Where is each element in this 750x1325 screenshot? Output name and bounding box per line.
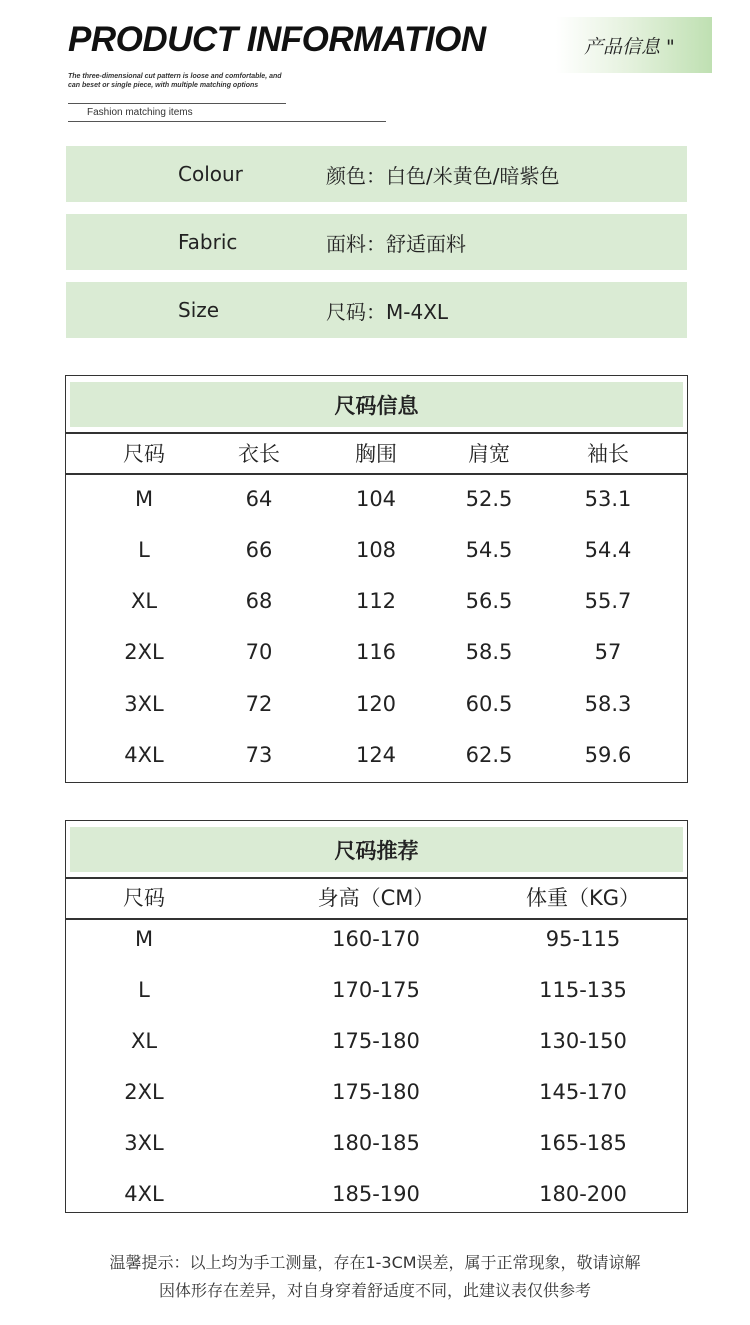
table-cell: 120 <box>355 692 397 716</box>
table-header-row <box>66 433 687 473</box>
table-row <box>66 735 687 775</box>
table-row <box>66 632 687 672</box>
table-title: 尺码推荐 <box>70 827 683 872</box>
table-cell: 62.5 <box>465 743 513 767</box>
info-value: 颜色：白色/米黄色/暗紫色 <box>326 163 560 188</box>
table-cell: XL <box>130 1029 158 1053</box>
table-cell: 55.7 <box>584 589 632 613</box>
table-cell: 4XL <box>124 743 164 767</box>
header-cell: 袖长 <box>587 442 629 466</box>
table-header-row <box>66 877 687 917</box>
table-cell: 115-135 <box>539 978 627 1002</box>
header-subtitle: Fashion matching items <box>87 107 193 118</box>
table-cell: XL <box>130 589 158 613</box>
table-row <box>66 684 687 724</box>
header-cell: 身高（CM） <box>317 886 435 910</box>
info-label: Fabric <box>178 230 238 254</box>
section-badge <box>556 17 712 73</box>
table-cell: 64 <box>245 487 273 511</box>
note-line-2: 因体形存在差异，对自身穿着舒适度不同，此建议表仅供参考 <box>158 1281 591 1300</box>
header-cell: 体重（KG） <box>525 886 641 910</box>
info-bar-fabric <box>66 214 687 270</box>
table-row <box>66 919 687 959</box>
table-cell: 72 <box>245 692 273 716</box>
table-cell: 185-190 <box>332 1182 420 1206</box>
table-cell: 57 <box>594 640 622 664</box>
badge-label: 产品信息 " <box>584 35 675 58</box>
table-row <box>66 1072 687 1112</box>
table-cell: 124 <box>355 743 397 767</box>
table-cell: 175-180 <box>332 1080 420 1104</box>
table-cell: 73 <box>245 743 273 767</box>
header-cell: 胸围 <box>355 442 397 466</box>
table-cell: 104 <box>355 487 397 511</box>
size-info-table <box>65 375 688 783</box>
table-cell: 59.6 <box>584 743 632 767</box>
table-cell: 70 <box>245 640 273 664</box>
table-cell: M <box>134 487 154 511</box>
table-cell: 56.5 <box>465 589 513 613</box>
table-divider <box>66 473 687 475</box>
table-row <box>66 1123 687 1163</box>
table-cell: 60.5 <box>465 692 513 716</box>
table-cell: L <box>138 978 150 1002</box>
table-row <box>66 1174 687 1214</box>
table-cell: 116 <box>355 640 397 664</box>
table-cell: 2XL <box>124 1080 164 1104</box>
table-cell: L <box>138 538 150 562</box>
page-title: PRODUCT INFORMATION <box>68 20 486 59</box>
table-cell: 108 <box>355 538 397 562</box>
info-bar-size <box>66 282 687 338</box>
table-cell: M <box>134 927 154 951</box>
table-row <box>66 479 687 519</box>
table-cell: 2XL <box>124 640 164 664</box>
header-cell: 肩宽 <box>468 442 510 466</box>
table-cell: 66 <box>245 538 273 562</box>
table-cell: 58.3 <box>584 692 632 716</box>
table-cell: 160-170 <box>332 927 420 951</box>
table-cell: 95-115 <box>545 927 621 951</box>
info-label: Size <box>178 298 220 322</box>
table-row <box>66 970 687 1010</box>
table-cell: 170-175 <box>332 978 420 1002</box>
info-bar-colour <box>66 146 687 202</box>
table-cell: 130-150 <box>539 1029 627 1053</box>
info-value: 尺码：M-4XL <box>326 299 449 324</box>
info-value: 面料：舒适面料 <box>326 231 466 256</box>
note-line-1: 温馨提示：以上均为手工测量，存在1-3CM误差，属于正常现象，敬请谅解 <box>109 1253 641 1272</box>
table-cell: 4XL <box>124 1182 164 1206</box>
table-cell: 53.1 <box>584 487 632 511</box>
table-cell: 52.5 <box>465 487 513 511</box>
header-cell: 尺码 <box>123 886 165 910</box>
header-divider-bottom <box>68 121 386 122</box>
table-cell: 54.4 <box>584 538 632 562</box>
table-cell: 3XL <box>124 1131 164 1155</box>
header-description <box>68 72 368 90</box>
table-cell: 180-200 <box>539 1182 627 1206</box>
table-cell: 145-170 <box>539 1080 627 1104</box>
table-cell: 175-180 <box>332 1029 420 1053</box>
header-cell: 尺码 <box>123 442 165 466</box>
header-cell: 衣长 <box>238 442 280 466</box>
table-cell: 165-185 <box>539 1131 627 1155</box>
table-cell: 3XL <box>124 692 164 716</box>
table-cell: 58.5 <box>465 640 513 664</box>
table-cell: 180-185 <box>332 1131 420 1155</box>
size-recommend-table <box>65 820 688 1213</box>
table-row <box>66 581 687 621</box>
table-row <box>66 1021 687 1061</box>
table-cell: 54.5 <box>465 538 513 562</box>
table-cell: 112 <box>355 589 397 613</box>
description-line-1: The three-dimensional cut pattern is loose and comfortable, and <box>68 73 282 80</box>
description-line-2: can beset or single piece, with multiple matching options <box>68 82 259 89</box>
info-label: Colour <box>178 162 243 186</box>
table-cell: 68 <box>245 589 273 613</box>
header-divider-top <box>68 103 286 104</box>
table-title: 尺码信息 <box>70 382 683 427</box>
table-row <box>66 530 687 570</box>
